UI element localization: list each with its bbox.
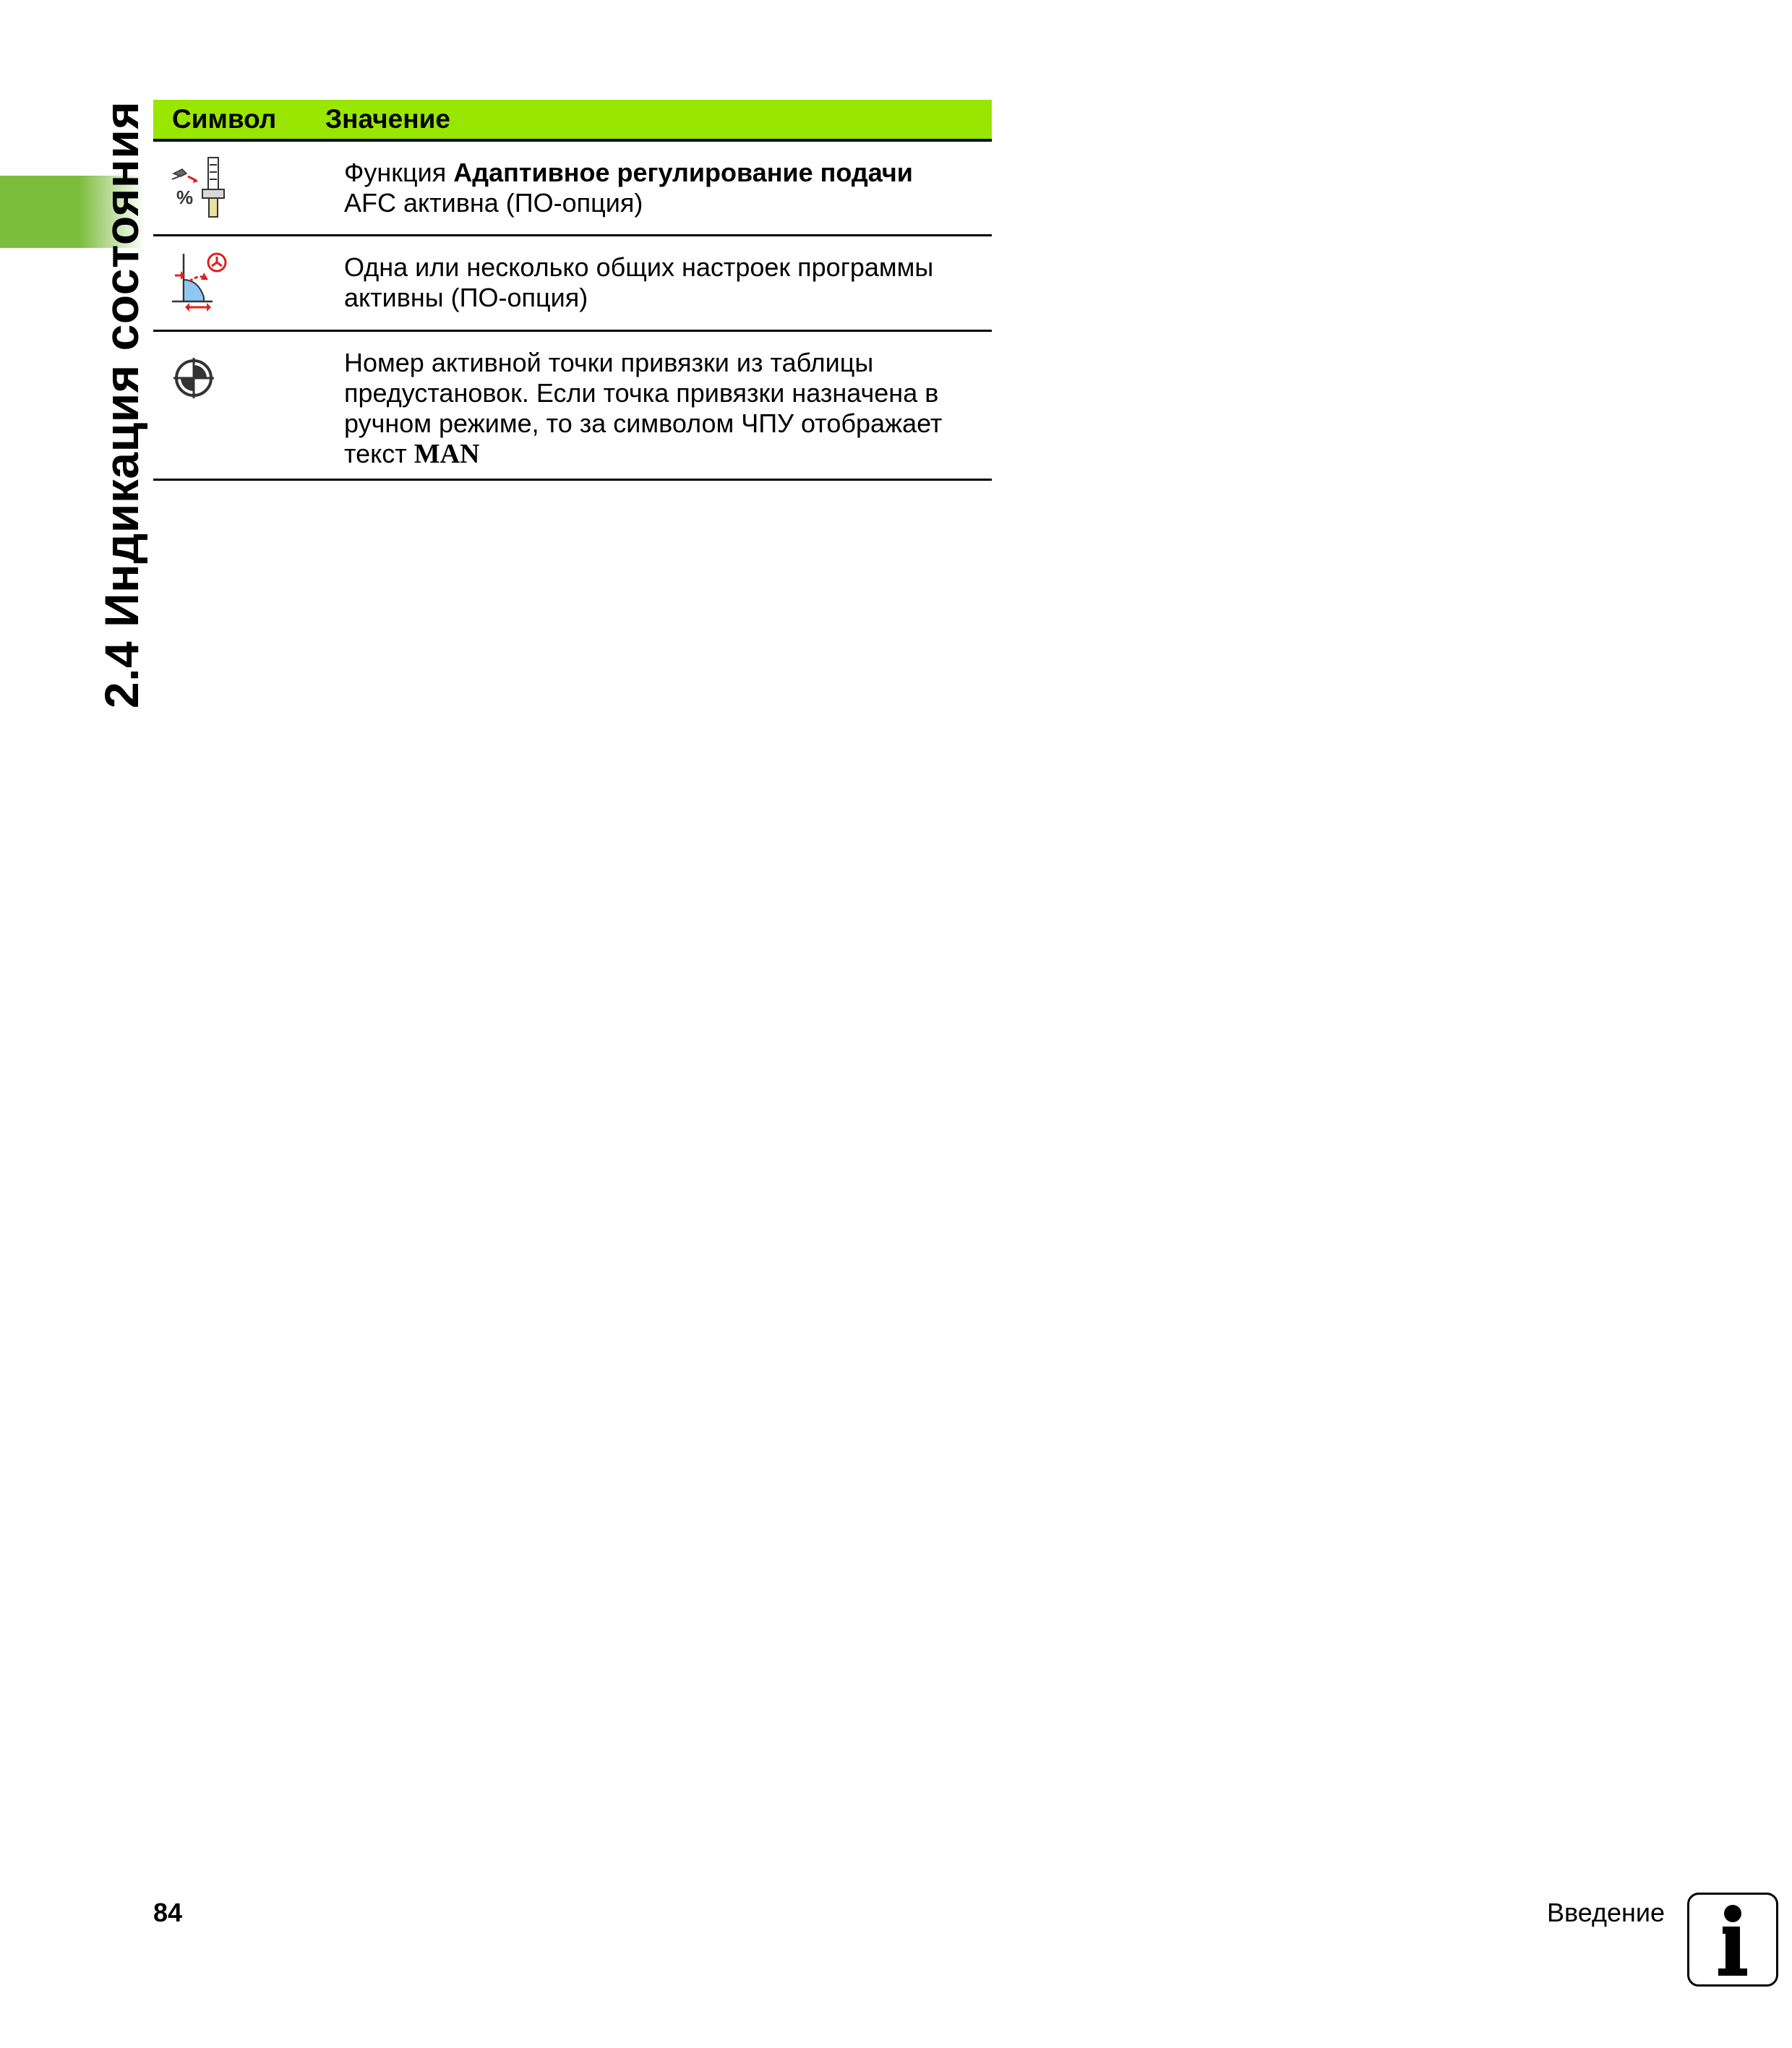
row3-text: Номер активной точки привязки из таблицы предустановок. Если точка привязки назначена в ручном режиме, то за символом ЧПУ отображает текст	[344, 348, 943, 468]
section-label: Введение	[1547, 1898, 1665, 1927]
section-title: 2.4 Индикация состояния	[95, 100, 148, 708]
table-header	[153, 100, 992, 142]
row1-text-prefix: Функция	[344, 158, 454, 187]
afc-feed-control-icon	[168, 152, 240, 224]
global-program-settings-icon	[168, 247, 240, 319]
header-symbol: Символ	[172, 104, 277, 134]
row1-text-line2: AFC активна (ПО-опция)	[344, 188, 643, 218]
datum-target-icon	[168, 342, 240, 414]
info-icon	[1687, 1893, 1778, 1987]
row3-text-bold: MAN	[413, 439, 480, 469]
row1-text-bold: Адаптивное регулирование подачи	[453, 158, 913, 187]
page-number: 84	[153, 1898, 183, 1927]
table-row	[153, 142, 992, 236]
svg-text:%: %	[176, 187, 194, 208]
table-row	[153, 236, 992, 332]
table-row	[153, 332, 992, 481]
header-meaning: Значение	[325, 104, 450, 134]
row2-text: Одна или несколько общих настроек программы активны (ПО-опция)	[344, 252, 934, 312]
symbol-table	[153, 100, 992, 481]
